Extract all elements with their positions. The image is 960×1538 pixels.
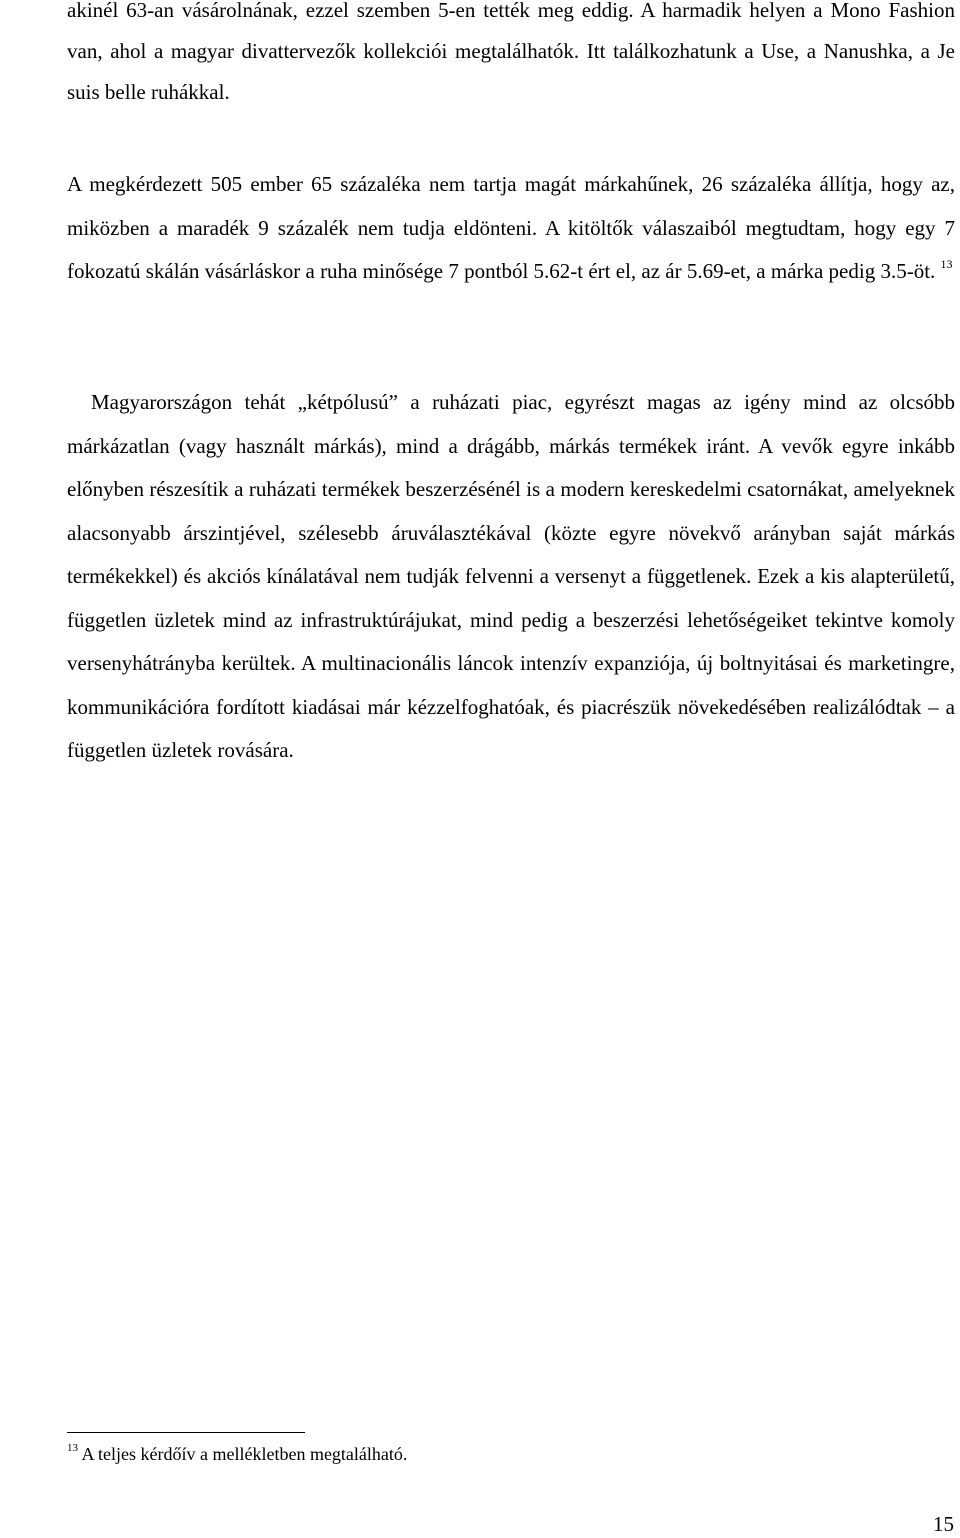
footnote-number: 13 xyxy=(67,1442,78,1454)
paragraph-continuation: akinél 63-an vásárolnának, ezzel szemben 5-en tették meg eddig. A harmadik helyen a Mono Fashion van, ahol a magyar divattervezők kollekciói megtalálhatók. Itt találkozhatunk a Use, a Nanushka, a Je suis belle ruhákkal. xyxy=(67,0,955,104)
paragraph-market-analysis: Magyarországon tehát „kétpólusú” a ruházati piac, egyrészt magas az igény mind az olcsóbb márkázatlan (vagy használt márkás), mind a drágább, márkás termékek iránt. A vevők egyre inkább előnyben részesítik a ruházati termékek beszerzésénél is a modern kereskedelmi csatornákat, amelyeknek alacsonyabb árszintjével, szélesebb áruválasztékával (közte egyre növekvő arányban saját márkás termékekkel) és akciós kínálatával nem tudják felvenni a versenyt a függetlenek. Ezek a kis alapterületű, független üzletek mind az infrastruktúrájukat, mind pedig a beszerzési lehetőségeiket tekintve komoly versenyhátrányba kerültek. A multinacionális láncok intenzív expanziója, új boltnyitásai és marketingre, kommunikációra fordított kiadásai már kézzelfoghatóak, és piacrészük növekedésében realizálódtak – a független üzletek rovására. xyxy=(67,390,955,762)
paragraph-survey-results-text: A megkérdezett 505 ember 65 százaléka nem tartja magát márkahűnek, 26 százaléka állítja, hogy az, miközben a maradék 9 százalék nem tudja eldönteni. A kitöltők válaszaiból megtudtam, hogy egy 7 fokozatú skálán vásárláskor a ruha minősége 7 pontból 5.62-t ért el, az ár 5.69-et, a márka pedig 3.5-öt. xyxy=(67,172,955,283)
page-number: 15 xyxy=(933,1512,954,1536)
footnote-separator xyxy=(67,1432,305,1433)
paragraph-survey-results xyxy=(67,163,955,294)
footnote-reference[interactable]: 13 xyxy=(940,257,953,271)
footnote xyxy=(67,1441,407,1467)
footnote-text: A teljes kérdőív a mellékletben megtalálható. xyxy=(81,1444,408,1464)
